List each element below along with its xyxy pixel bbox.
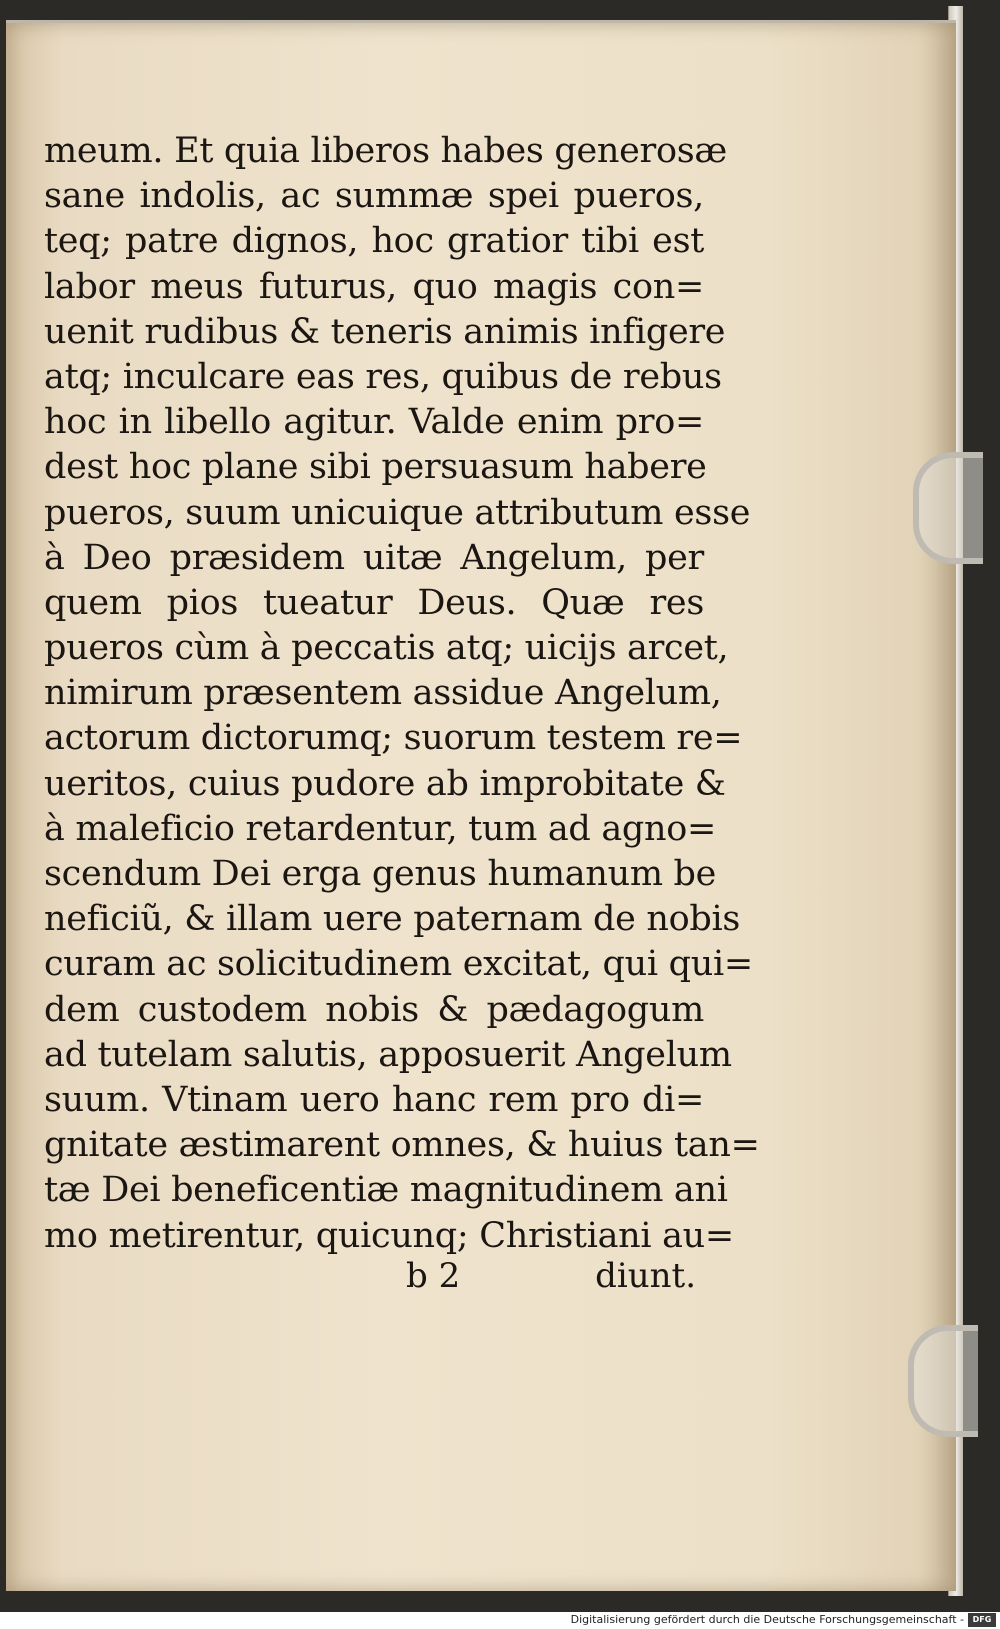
dfg-logo: DFG (968, 1613, 996, 1627)
signature-mark: b 2 (406, 1256, 461, 1296)
text-line: à maleficio retardentur, tum ad agno= (44, 808, 717, 849)
page-clip-bottom (908, 1325, 978, 1437)
text-line: dest hoc plane sibi persuasum habere (44, 447, 707, 488)
catchword: diunt. (595, 1256, 696, 1296)
text-line: curam ac solicitudinem excitat, qui qui= (44, 944, 753, 985)
text-line: scendum Dei erga genus humanum be (44, 854, 717, 894)
text-line: à Deo præsidem uitæ Angelum, per (44, 537, 704, 578)
text-line: pueros cùm à peccatis atq; uicijs arcet, (44, 628, 729, 669)
catchline (406, 1251, 696, 1301)
text-line: labor meus futurus, quo magis con= (44, 266, 704, 307)
text-line: teq; patre dignos, hoc gratior tibi est (44, 221, 704, 262)
text-line: uenit rudibus & teneris animis infigere (44, 311, 726, 352)
text-line: sane indolis, ac summæ spei pueros, (44, 176, 704, 217)
text-line: ad tutelam salutis, apposuerit Angelum (44, 1034, 732, 1075)
text-line: dem custodem nobis & pædagogum (44, 989, 704, 1030)
text-line: suum. Vtinam uero hanc rem pro di= (44, 1079, 704, 1120)
text-line: nimirum præsentem assidue Angelum, (44, 673, 722, 714)
text-line: neficiũ, & illam uere paternam de nobis (44, 899, 741, 940)
text-line: mo metirentur, quicunq; Christiani au= (44, 1215, 734, 1256)
body-text (44, 129, 760, 1259)
text-line: meum. Et quia liberos habes generosæ (44, 131, 727, 171)
text-line: gnitate æstimarent omnes, & huius tan= (44, 1125, 760, 1166)
text-line: tæ Dei beneficentiæ magnitudinem ani (44, 1170, 728, 1211)
book-page (6, 20, 956, 1591)
digitization-footer (0, 1612, 1000, 1629)
text-line: hoc in libello agitur. Valde enim pro= (44, 402, 704, 443)
text-line: quem pios tueatur Deus. Quæ res (44, 582, 704, 623)
text-line: ueritos, cuius pudore ab improbitate & (44, 763, 726, 804)
text-line: atq; inculcare eas res, quibus de rebus (44, 356, 722, 397)
text-line: actorum dictorumq; suorum testem re= (44, 718, 743, 759)
text-line: pueros, suum unicuique attributum esse (44, 492, 751, 533)
page-clip-top (913, 452, 983, 564)
footer-credit: Digitalisierung gefördert durch die Deutsche Forschungsgemeinschaft - (570, 1613, 964, 1626)
